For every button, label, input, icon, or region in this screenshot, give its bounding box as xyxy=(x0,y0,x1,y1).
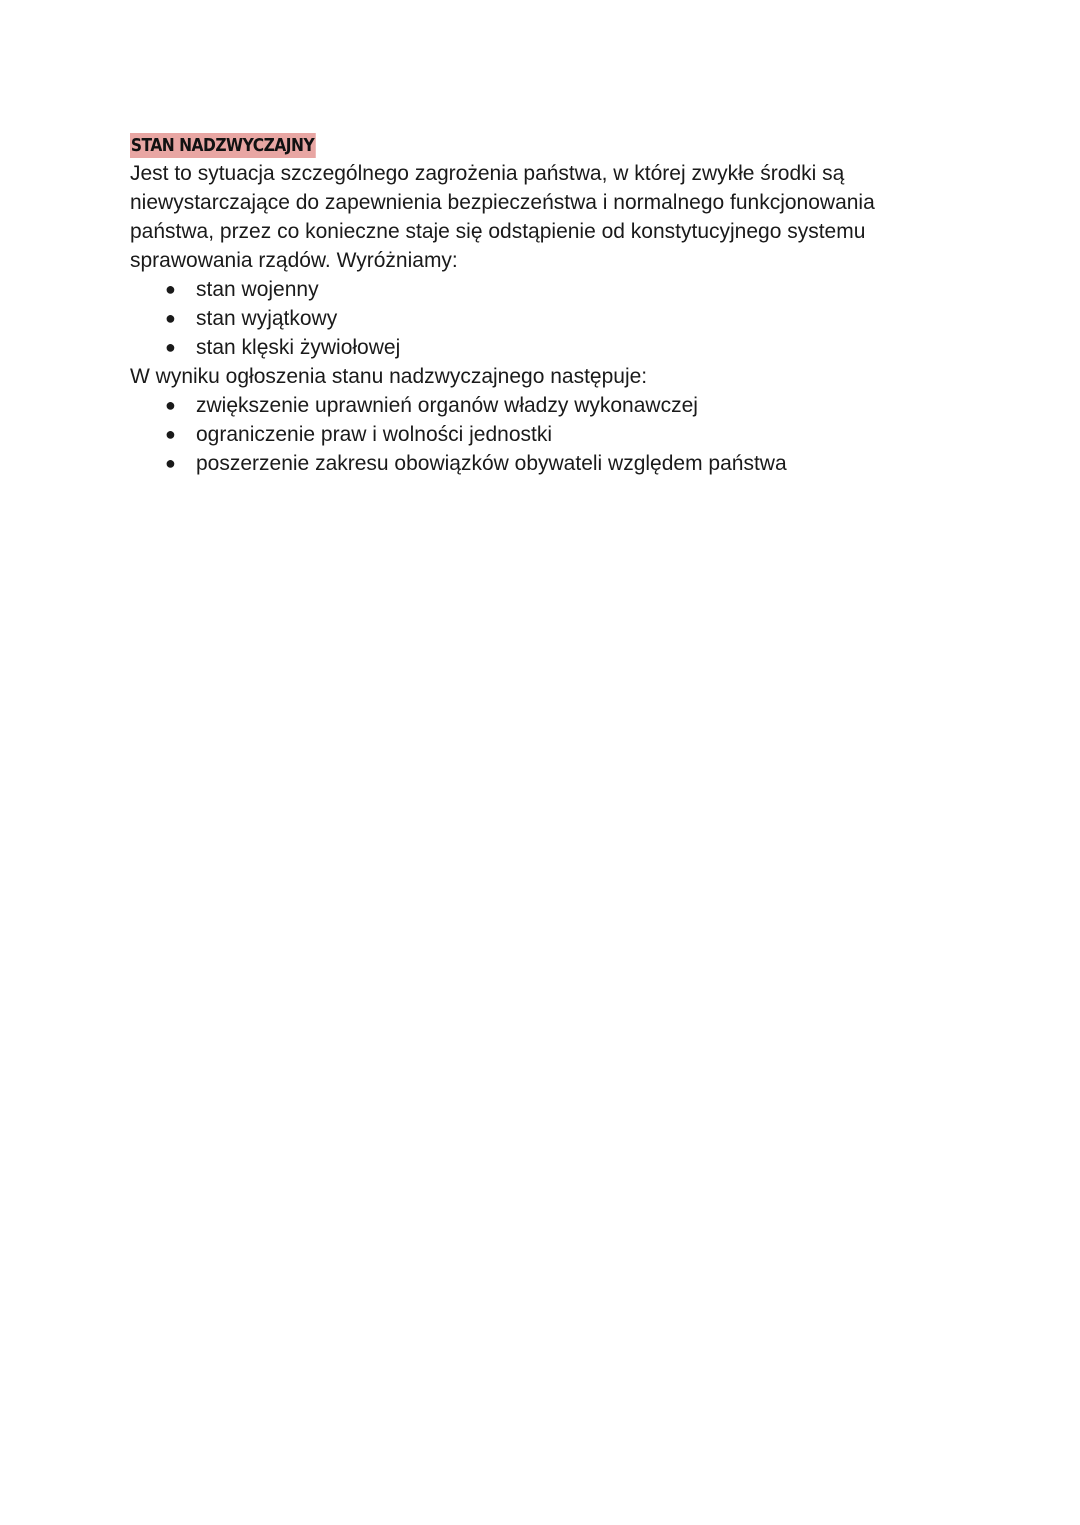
list-item-text: ograniczenie praw i wolności jednostki xyxy=(196,423,553,446)
list-item-text: stan wojenny xyxy=(196,278,319,301)
intro-line: sprawowania rządów. Wyróżniamy: xyxy=(130,249,458,272)
bullet-icon: ● xyxy=(165,308,176,328)
list-item xyxy=(130,420,950,449)
list-item xyxy=(130,391,950,420)
list-item xyxy=(130,449,950,478)
heading-row xyxy=(130,130,950,159)
bullet-icon: ● xyxy=(165,279,176,299)
list-item xyxy=(130,333,950,362)
list-item-text: zwiększenie uprawnień organów władzy wykonawczej xyxy=(196,394,698,417)
intro-line: państwa, przez co konieczne staje się odstąpienie od konstytucyjnego systemu xyxy=(130,220,866,243)
list-item xyxy=(130,304,950,333)
list-item xyxy=(130,275,950,304)
consequences-intro: W wyniku ogłoszenia stanu nadzwyczajnego następuje: xyxy=(130,365,648,388)
bullet-icon: ● xyxy=(165,453,176,473)
bullet-icon: ● xyxy=(165,337,176,357)
intro-line: Jest to sytuacja szczególnego zagrożenia państwa, w której zwykłe środki są xyxy=(130,162,845,185)
document-page xyxy=(130,130,950,478)
section-heading: STAN NADZWYCZAJNY xyxy=(130,135,315,156)
list-item-text: stan wyjątkowy xyxy=(196,307,338,330)
list-item-text: stan klęski żywiołowej xyxy=(196,336,401,359)
list-item-text: poszerzenie zakresu obowiązków obywateli względem państwa xyxy=(196,452,787,475)
bullet-icon: ● xyxy=(165,395,176,415)
intro-paragraph xyxy=(130,159,950,275)
types-list xyxy=(130,275,950,362)
bullet-icon: ● xyxy=(165,424,176,444)
intro-line: niewystarczające do zapewnienia bezpieczeństwa i normalnego funkcjonowania xyxy=(130,191,875,214)
consequences-list xyxy=(130,391,950,478)
